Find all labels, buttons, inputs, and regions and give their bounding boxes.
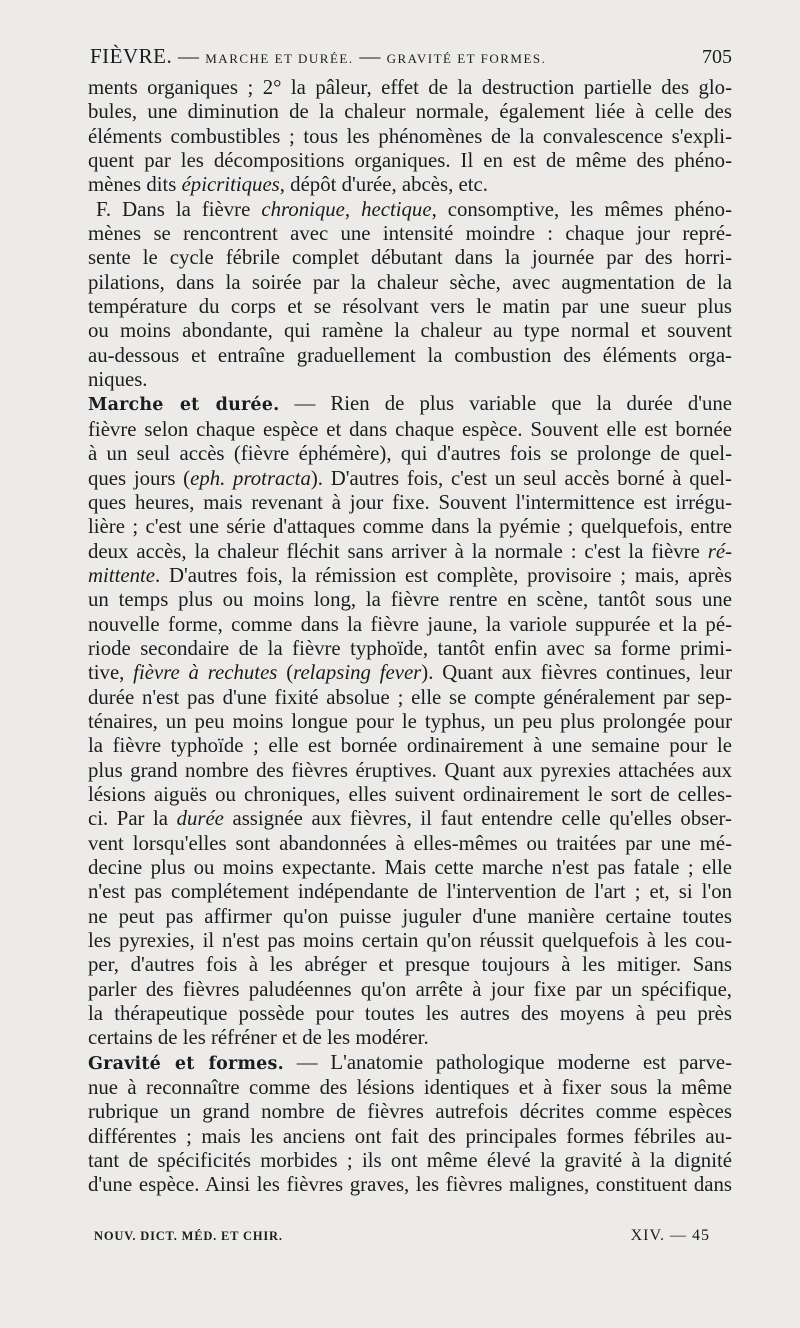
footer-signature: XIV. — 45 (630, 1227, 710, 1244)
header-title: FIÈVRE. (90, 44, 173, 68)
running-title: FIÈVRE. — MARCHE ET DURÉE. — GRAVITÉ ET FORMES. (90, 44, 547, 68)
paragraph-gravite-et-formes: Gravité et formes. — L'anatomie pathologique moderne est parve- nue à reconnaître comme des lésions identiques et à fixer sous la même rubrique un grand nombre de fièvres autrefois décrites comme espèces différentes ; mais les anciens ont fait des principales formes fébriles au- tant de spécificités morbides ; ils ont même élevé la gravité à la dignité d'une espèce. Ainsi les fièvres graves, les fièvres malignes, constituent dans (88, 1050, 733, 1197)
header-section-2: GRAVITÉ ET FORMES. (386, 51, 547, 66)
paragraph-marche-et-duree: Marche et durée. — Rien de plus variable que la durée d'une fièvre selon chaque espèce et dans chaque espèce. Souvent elle est bornée à un seul accès (fièvre éphémère), qui d'autres fois se prolonge de quel- ques jours (eph. protracta). D'autres fois, c'est un seul accès borné à quel- ques heures, mais revenant à jour fixe. Souvent l'intermittence est irrégu- lière ; c'est une série d'attaques comme dans la pyémie ; quelquefois, entre deux accès, la chaleur fléchit sans arriver à la normale : c'est la fièvre ré- mittente. D'autres fois, la rémission est complète, provisoire ; mais, après un temps plus ou moins long, la fièvre rentre en scène, tantôt sous une nouvelle forme, comme dans la fièvre jaune, la variole suppurée et la pé- riode secondaire de la fièvre typhoïde, tantôt enfin avec sa forme primi- tive, fièvre à rechutes (relapsing fever). Quant aux fièvres continues, leur durée n'est pas d'une fixité absolue ; elle se compte généralement par sep- ténaires, un peu moins longue pour le typhus, un peu plus prolongée pour la fièvre typhoïde ; elle est bornée ordinairement à une semaine pour le plus grand nombre des fièvres éruptives. Quant aux pyrexies attachées aux lésions aiguës ou chroniques, elles suivent ordinairement le sort de celles- ci. Par la durée assignée aux fièvres, il faut entendre celle qu'elles obser- vent lorsqu'elles sont abandonnées à elles-mêmes ou traitées par une mé- decine plus ou moins expectante. Mais cette marche n'est pas fatale ; elle n'est pas complétement indépendante de l'intervention de l'art ; et, si l'on ne peut pas affirmer qu'on puisse juguler d'une manière certaine toutes les pyrexies, il n'est pas moins certain qu'on réussit quelquefois à les cou- per, d'autres fois à les abréger et presque toujours à les mitiger. Sans parler des fièvres paludéennes qu'on arrête à jour fixe par un spécifique, la thérapeutique possède pour toutes les autres des moyens à peu près certains de les réfréner et de les modérer. (88, 392, 733, 1050)
header-section-1: MARCHE ET DURÉE. (205, 51, 354, 66)
page-footer (94, 1227, 710, 1245)
page-number: 705 (702, 46, 732, 68)
paragraph-1: ments organiques ; 2° la pâleur, effet de la destruction partielle des glo- bules, une diminution de la chaleur normale, également liée à celle des éléments combustibles ; tous les phénomènes de la convalescence s'expli- quent par les décompositions organiques. Il en est de même des phéno- mènes dits épicritiques, dépôt d'urée, abcès, etc. (88, 76, 732, 197)
section-heading-marche: Marche et durée. (88, 395, 280, 416)
running-header (90, 44, 732, 74)
paragraph-2: F. Dans la fièvre chronique, hectique, consomptive, les mêmes phéno- mènes se rencontrent avec une intensité moindre : chaque jour repré- sente le cycle fébrile complet débutant dans la journée par des horri- pilations, dans la soirée par la chaleur sèche, avec augmentation de la température du corps et se résolvant vers le matin par une sueur plus ou moins abondante, qui ramène la chaleur au type normal et souvent au-dessous et entraîne graduellement la combustion des éléments orga- niques. (88, 197, 732, 392)
body-text (88, 76, 732, 1198)
footer-collection: NOUV. DICT. MÉD. ET CHIR. (94, 1229, 283, 1243)
section-heading-gravite: Gravité et formes. (88, 1053, 284, 1074)
